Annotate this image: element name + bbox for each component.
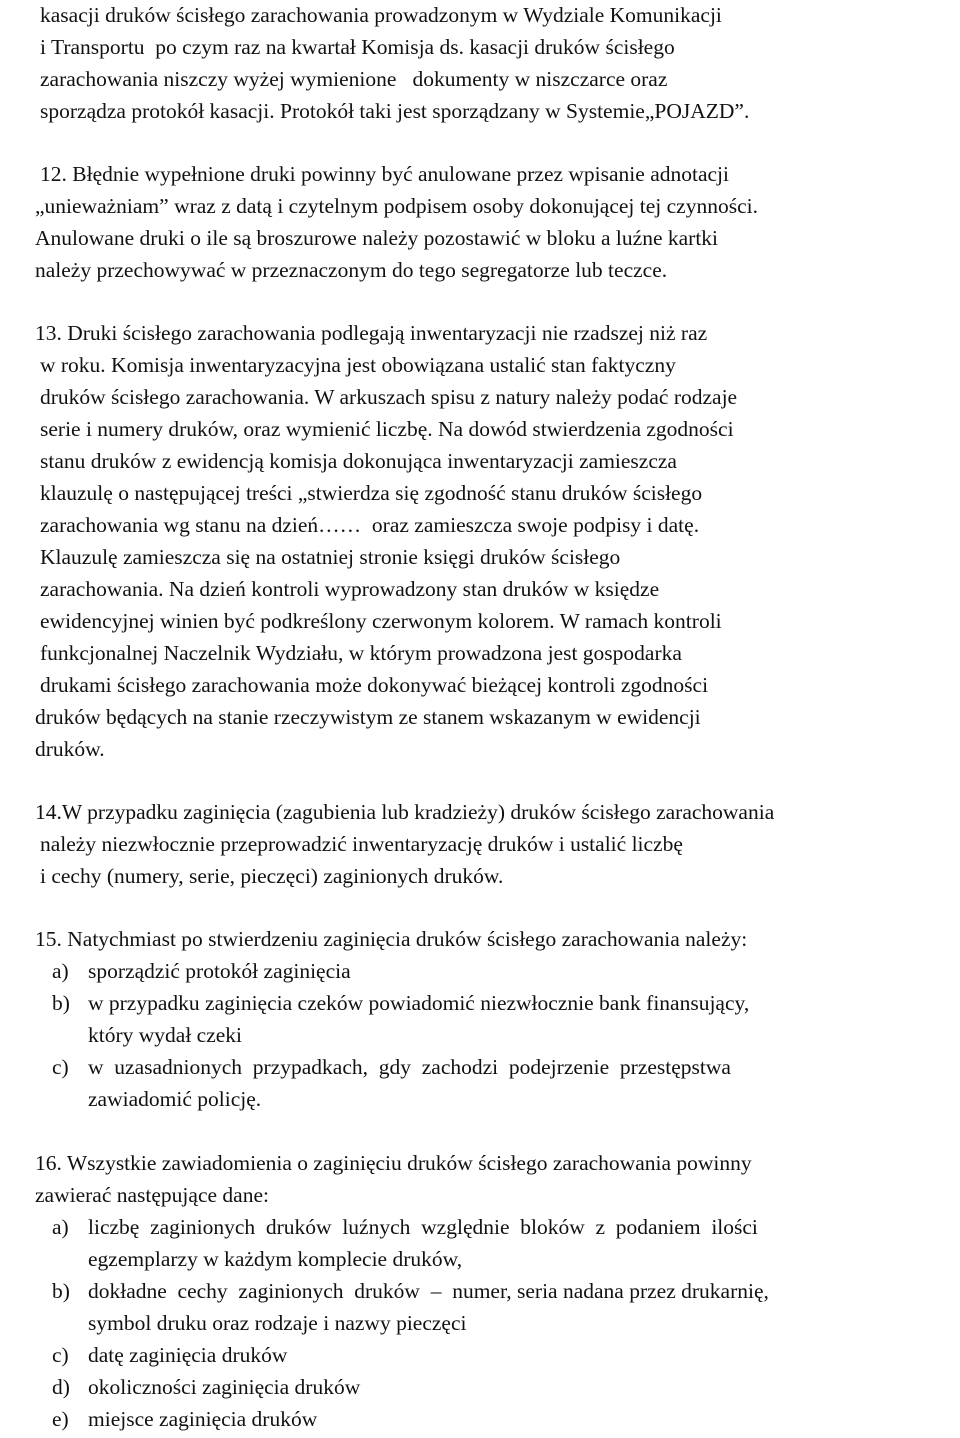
list-item-text: zawiadomić policję. bbox=[88, 1087, 262, 1111]
list-item-text: dokładne cechy zaginionych druków – numer, seria nadana przez drukarnię, bbox=[88, 1279, 769, 1303]
text-line: należy przechowywać w przeznaczonym do tego segregatorze lub teczce. bbox=[35, 258, 668, 282]
text-line: „unieważniam” wraz z datą i czytelnym podpisem osoby dokonującej tej czynności. bbox=[35, 194, 758, 218]
list-item-text: egzemplarzy w każdym komplecie druków, bbox=[88, 1247, 463, 1271]
text-line: druków ścisłego zarachowania. W arkuszach spisu z natury należy podać rodzaje bbox=[40, 385, 738, 409]
text-line: kasacji druków ścisłego zarachowania prowadzonym w Wydziale Komunikacji bbox=[40, 3, 722, 27]
text-line: stanu druków z ewidencją komisja dokonująca inwentaryzacji zamieszcza bbox=[40, 449, 677, 473]
text-line: i Transportu po czym raz na kwartał Komisja ds. kasacji druków ścisłego bbox=[40, 35, 675, 59]
text-line: Anulowane druki o ile są broszurowe należy pozostawić w bloku a luźne kartki bbox=[35, 226, 719, 250]
list-item-text: datę zaginięcia druków bbox=[88, 1343, 288, 1367]
text-line: i cechy (numery, serie, pieczęci) zaginionych druków. bbox=[40, 864, 504, 888]
list-item-text: symbol druku oraz rodzaje i nazwy pieczęci bbox=[88, 1311, 467, 1335]
text-line: druków będących na stanie rzeczywistym ze stanem wskazanym w ewidencji bbox=[35, 705, 701, 729]
list-item-text: miejsce zaginięcia druków bbox=[88, 1407, 318, 1431]
section-heading: 15. Natychmiast po stwierdzeniu zaginięcia druków ścisłego zarachowania należy: bbox=[35, 927, 748, 951]
section-heading: 16. Wszystkie zawiadomienia o zaginięciu druków ścisłego zarachowania powinny bbox=[35, 1151, 752, 1175]
text-line: zarachowania wg stanu na dzień…… oraz zamieszcza swoje podpisy i datę. bbox=[40, 513, 700, 537]
list-marker: e) bbox=[52, 1407, 69, 1431]
text-line: druków. bbox=[35, 737, 105, 761]
text-line: należy niezwłocznie przeprowadzić inwentaryzację druków i ustalić liczbę bbox=[40, 832, 683, 856]
list-marker: b) bbox=[52, 991, 70, 1015]
list-marker: a) bbox=[52, 1215, 69, 1239]
text-line: 14.W przypadku zaginięcia (zagubienia lub kradzieży) druków ścisłego zarachowania bbox=[35, 800, 775, 824]
list-marker: c) bbox=[52, 1055, 69, 1079]
text-line: serie i numery druków, oraz wymienić liczbę. Na dowód stwierdzenia zgodności bbox=[40, 417, 734, 441]
list-item-text: w przypadku zaginięcia czeków powiadomić niezwłocznie bank finansujący, bbox=[88, 991, 750, 1015]
list-marker: d) bbox=[52, 1375, 70, 1399]
section-heading: zawierać następujące dane: bbox=[35, 1183, 269, 1207]
text-line: 12. Błędnie wypełnione druki powinny być anulowane przez wpisanie adnotacji bbox=[40, 162, 729, 186]
list-item-text: który wydał czeki bbox=[88, 1023, 243, 1047]
text-line: funkcjonalnej Naczelnik Wydziału, w którym prowadzona jest gospodarka bbox=[40, 641, 682, 665]
list-item-text: okoliczności zaginięcia druków bbox=[88, 1375, 361, 1399]
text-line: drukami ścisłego zarachowania może dokonywać bieżącej kontroli zgodności bbox=[40, 673, 709, 697]
text-line: klauzulę o następującej treści „stwierdza się zgodność stanu druków ścisłego bbox=[40, 481, 703, 505]
text-line: 13. Druki ścisłego zarachowania podlegają inwentaryzacji nie rzadszej niż raz bbox=[35, 321, 708, 345]
list-item-text: sporządzić protokół zaginięcia bbox=[88, 959, 351, 983]
text-line: ewidencyjnej winien być podkreślony czerwonym kolorem. W ramach kontroli bbox=[40, 609, 722, 633]
text-line: sporządza protokół kasacji. Protokół taki jest sporządzany w Systemie„POJAZD”. bbox=[40, 99, 750, 123]
list-item-text: w uzasadnionych przypadkach, gdy zachodzi podejrzenie przestępstwa bbox=[88, 1055, 731, 1079]
text-line: w roku. Komisja inwentaryzacyjna jest obowiązana ustalić stan faktyczny bbox=[40, 353, 676, 377]
list-marker: b) bbox=[52, 1279, 70, 1303]
text-line: zarachowania. Na dzień kontroli wyprowadzony stan druków w księdze bbox=[40, 577, 660, 601]
text-line: Klauzulę zamieszcza się na ostatniej stronie księgi druków ścisłego bbox=[40, 545, 621, 569]
text-line: zarachowania niszczy wyżej wymienione dokumenty w niszczarce oraz bbox=[40, 67, 668, 91]
list-item-text: liczbę zaginionych druków luźnych względnie bloków z podaniem ilości bbox=[88, 1215, 758, 1239]
list-marker: a) bbox=[52, 959, 69, 983]
list-marker: c) bbox=[52, 1343, 69, 1367]
